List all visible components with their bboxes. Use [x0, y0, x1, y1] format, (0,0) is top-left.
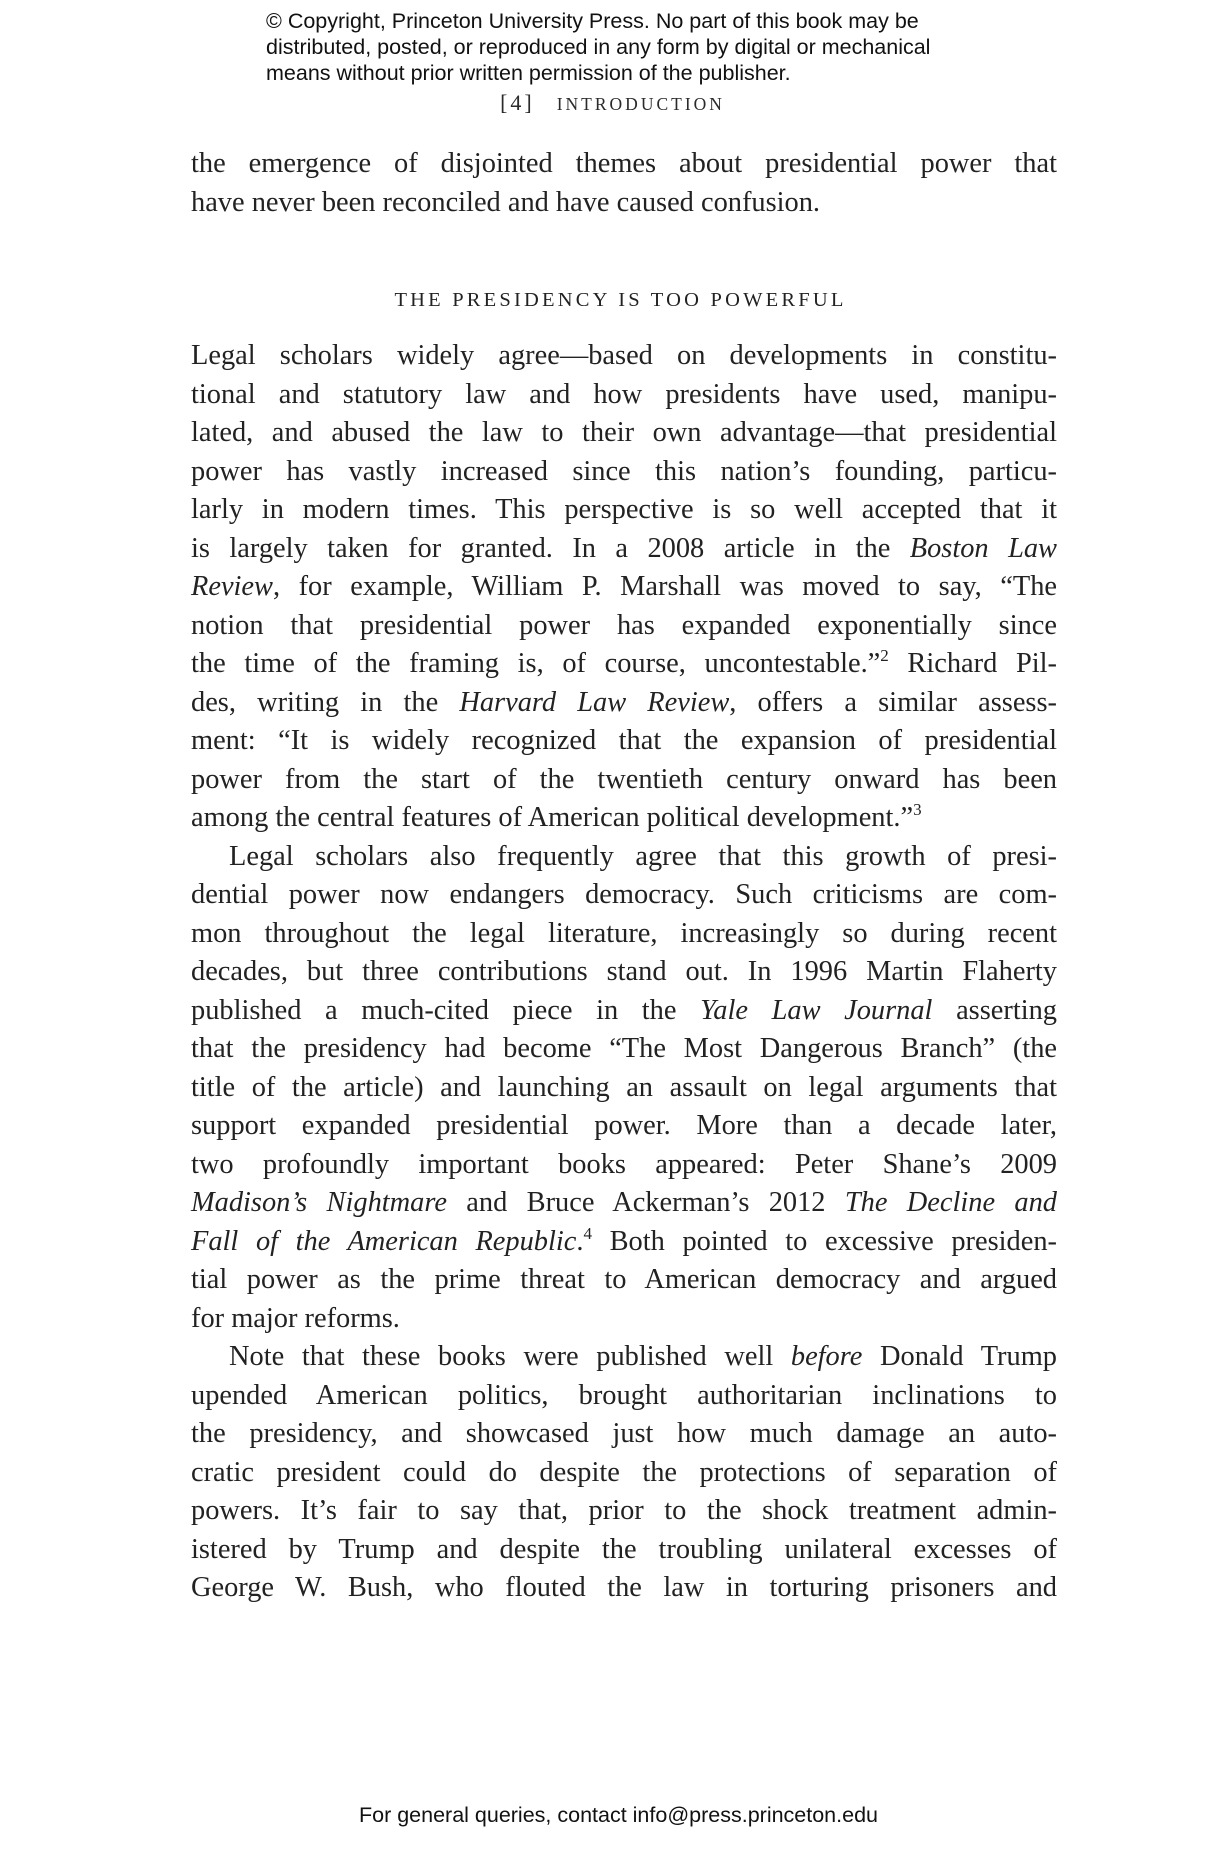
book-title: Fall of the American Republic — [191, 1225, 577, 1257]
text-line: power has vastly increased since this nation’s founding, particu- — [191, 455, 1057, 487]
text-line: cratic president could do despite the protections of separation of — [191, 1456, 1057, 1488]
copyright-line: © Copyright, Princeton University Press. No part of this book may be — [266, 9, 919, 33]
text-line: Note that these books were published well before Donald Trump — [229, 1341, 1057, 1372]
text-line: tional and statutory law and how presidents have used, manipu- — [191, 378, 1057, 410]
text-line: the emergence of disjointed themes about presidential power that — [191, 148, 1057, 179]
text-line: title of the article) and launching an assault on legal arguments that — [191, 1071, 1057, 1103]
text-line: powers. It’s fair to say that, prior to the shock treatment admin- — [191, 1495, 1057, 1526]
text-line: power from the start of the twentieth century onward has been — [191, 763, 1057, 795]
running-head — [0, 90, 1225, 116]
text-line: that the presidency had become “The Most Dangerous Branch” (the — [191, 1033, 1057, 1064]
text-line: dential power now endangers democracy. Such criticisms are com- — [191, 879, 1057, 910]
text-line: larly in modern times. This perspective is so well accepted that it — [191, 494, 1057, 525]
paragraph — [191, 1338, 1057, 1608]
text-line: notion that presidential power has expanded exponentially since — [191, 609, 1057, 641]
copyright-line: distributed, posted, or reproduced in any form by digital or mechanical — [266, 35, 931, 59]
text-line: for major reforms. — [191, 1302, 400, 1334]
text-line: Legal scholars also frequently agree that this growth of presi- — [229, 840, 1057, 872]
journal-title: Yale Law Journal — [700, 994, 933, 1026]
text-line: have never been reconciled and have caused confusion. — [191, 186, 821, 218]
journal-title: Review — [191, 571, 273, 602]
text-line: support expanded presidential power. More than a decade later, — [191, 1110, 1057, 1141]
running-head-section: INTRODUCTION — [556, 94, 725, 114]
text-line: istered by Trump and despite the troubling unilateral excesses of — [191, 1533, 1057, 1565]
text-line: among the central features of American political development.”$^3$ — [191, 799, 922, 833]
text-line: the time of the framing is, of course, uncontestable.”$^2$ Richard Pil- — [191, 645, 1057, 679]
book-title: Madison’s Nightmare — [191, 1187, 447, 1218]
text-line: George W. Bush, who flouted the law in torturing prisoners and — [191, 1572, 1057, 1603]
text-line: published a much-cited piece in the Yale Law Journal asserting — [191, 994, 1057, 1026]
journal-title: Harvard Law Review — [459, 686, 730, 718]
intro-paragraph — [191, 145, 1057, 222]
paragraph — [191, 337, 1057, 838]
text-line: ment: “It is widely recognized that the expansion of presidential — [191, 725, 1057, 756]
text-line: tial power as the prime threat to American democracy and argued — [191, 1264, 1057, 1295]
text-line: mon throughout the legal literature, increasingly so during recent — [191, 917, 1057, 949]
text-line: des, writing in the Harvard Law Review, offers a similar assess- — [191, 686, 1057, 718]
copyright-line: means without prior written permission of the publisher. — [266, 61, 791, 85]
contact-footer: For general queries, contact info@press.princeton.edu — [358, 1803, 878, 1827]
text-line: the presidency, and showcased just how much damage an auto- — [191, 1418, 1057, 1449]
page-number: [4] — [500, 90, 535, 115]
text-line: lated, and abused the law to their own advantage—that presidential — [191, 417, 1057, 448]
copyright-notice — [266, 8, 986, 86]
text-line: Madison’s Nightmare and Bruce Ackerman’s 2012 The Decline and — [191, 1187, 1057, 1218]
emphasis: before — [790, 1341, 863, 1372]
text-line: upended American politics, brought authoritarian inclinations to — [191, 1379, 1057, 1411]
text-line: Fall of the American Republic.$^4$ Both pointed to excessive presiden- — [191, 1223, 1057, 1257]
text-line: Legal scholars widely agree—based on developments in constitu- — [191, 340, 1057, 371]
text-line: is largely taken for granted. In a 2008 article in the Boston Law — [191, 532, 1057, 564]
section-heading: THE PRESIDENCY IS TOO POWERFUL — [394, 289, 847, 311]
paragraph — [191, 838, 1057, 1339]
text-line: two profoundly important books appeared: Peter Shane’s 2009 — [191, 1148, 1057, 1180]
footnote-marker: 4 — [583, 1223, 592, 1243]
text-line: Review, for example, William P. Marshall was moved to say, “The — [191, 571, 1057, 602]
book-title: The Decline and — [844, 1187, 1057, 1218]
journal-title: Boston Law — [909, 532, 1057, 564]
main-text — [191, 337, 1057, 1608]
text-line: decades, but three contributions stand out. In 1996 Martin Flaherty — [191, 956, 1057, 987]
footnote-marker: 3 — [913, 799, 922, 819]
footnote-marker: 2 — [880, 645, 889, 665]
